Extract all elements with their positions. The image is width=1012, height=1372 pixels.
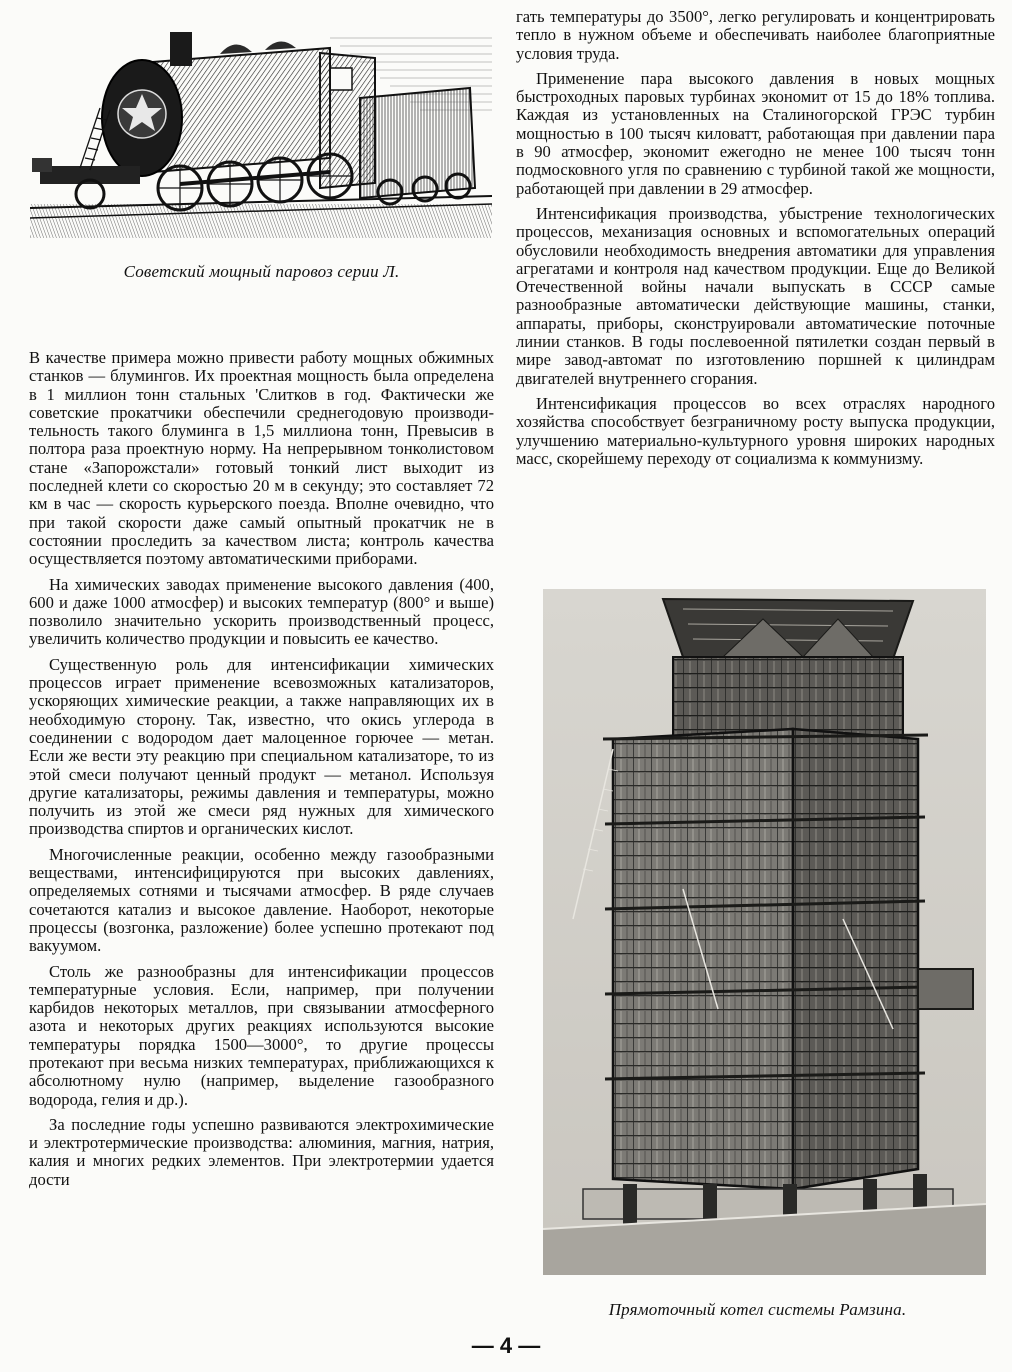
paragraph: Столь же разнообразны для интенсификации процессов температурные условия. Если, например, при получении карбидов некоторых металлов, при связывании атмосферного азота и некоторых других реакциях используются высокие температуры порядка 1500—3000°, то другие процессы протекают при весьма низких температурах, приближающихся к абсолютному нулю (например, выделение газообразного водорода, гелия и др.). [29, 961, 494, 1109]
boiler-caption: Прямоточный котел системы Рамзина. [608, 1300, 907, 1319]
paragraph: В качестве примера можно привести работу мощных обжимных станков — блумингов. Их проектная мощность была определена в 1 миллион тонн стальных 'Слитков в год. Фактически же советские прокатчики обеспечили среднегодовую производительность такого блуминга в 1,5 миллиона тонн, Превысив в полтора раза проектную норму. На непрерывном тонколистовом стане «Запорожстали» готовый тонкий лист выходит из последней клети со скоростью 20 м в секунду; это составляет 72 км в час — скорость курьерского поезда. Вполне очевидно, что при такой скорости даже самый опытный прокатчик не в состоянии проследить за качеством листа; контроль качества осуществляется поэтому автоматическими приборами. [29, 348, 494, 569]
paragraph: За последние годы успешно развиваются электрохимические и электротермические производства: алюминия, магния, натрия, калия и многих редких элементов. При электротермии удается дости [29, 1114, 494, 1189]
paragraph: Многочисленные реакции, особенно между газообразными веществами, интенсифицируются при высоких давлениях, определяемых сотнями и тысячами атмосфер. В ряде случаев сочетаются катализ и высокое давление. Наоборот, некоторые процессы (возгонка, разложение) более успешно протекают под вакуумом. [29, 844, 494, 956]
paragraph: Интенсификация производства, убыстрение технологических процессов, механизация основных и вспомогательных операций обусловили необходимость внедрения автоматики для управления агрегатами и контроля над качеством продукции. Еще до Великой Отечественной войны начали выпускать в СССР самые разнообразные автоматически действующие машины, станки, аппараты, приборы, сконструировали автоматические поточные линии станков. В годы послевоенной пятилетки создан первый в мире завод-автомат по изготовлению поршней к цилиндрам двигателей внутреннего сгорания. [516, 203, 995, 388]
paragraph: Существенную роль для интенсификации химических процессов играет применение всевозможных катализаторов, ускоряющих химические реакции, а также направляющих их в необходимую сторону. Так, известно, что окись углерода в соединении с водородом дает малоценное горючее — метан. Если же вести эту реакцию при специальном катализаторе, то из этой смеси получают ценный продукт — метанол. Используя другие катализаторы, режимы давления и температуры, можно получить из этой же смеси ряд нужных для химического производства спиртов и органических кислот. [29, 654, 494, 839]
page-number: — 4 — [471, 1333, 541, 1358]
locomotive-caption: Советский мощный паровоз серии Л. [123, 262, 400, 281]
locomotive-illustration [30, 8, 492, 238]
paragraph: Применение пара высокого давления в новых мощных быстроходных паровых турбинах экономит от 15 до 18% топлива. Каждая из установленных на Сталиногорской ГРЭС турбин мощностью в 100 тысяч киловатт, работающая при давлении пара в 90 атмосфер, экономит ежегодно не менее 100 тысяч тонн подмосковного угля по сравнению с турбиной такой же мощности, работающей при давлении в 29 атмосфер. [516, 68, 995, 198]
paragraph: гать температуры до 3500°, легко регулировать и концентрировать тепло в нужном объеме и обеспечивать наиболее благоприятные условия труда. [516, 7, 995, 63]
paragraph: Интенсификация процессов во всех отраслях народного хозяйства способствует безграничному росту выпуска продукции, улучшению материально-культурного уровня широких народных масс, скорейшему переходу от социализма к коммунизму. [516, 393, 995, 468]
boiler-photograph [543, 589, 986, 1275]
right-column [516, 8, 995, 475]
left-column [29, 349, 494, 1196]
paragraph: На химических заводах применение высокого давления (400, 600 и даже 1000 атмосфер) и высоких температур (800° и выше) позволило значительно ускорить производственный процесс, увеличить количество продукции и повысить ее качество. [29, 574, 494, 649]
